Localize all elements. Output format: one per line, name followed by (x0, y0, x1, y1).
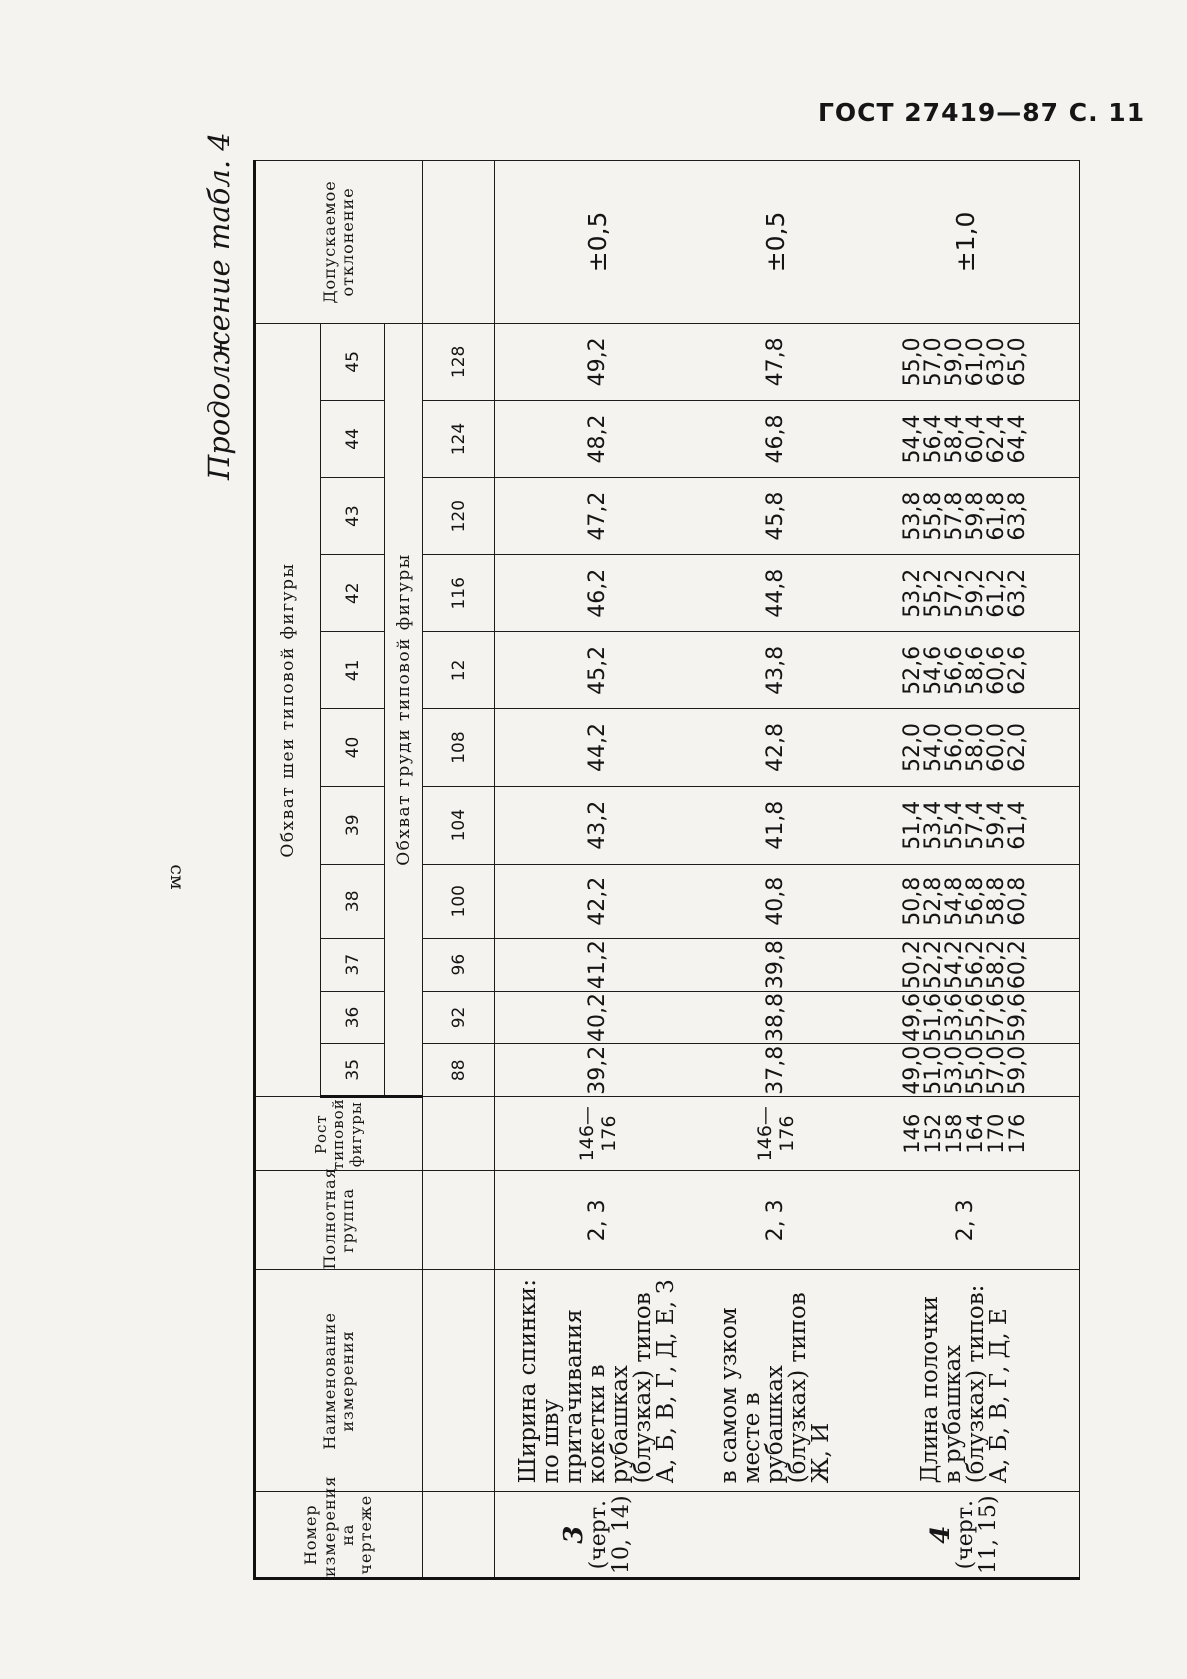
value-cell: 51,4 (900, 800, 925, 850)
value-stack (851, 991, 1080, 1044)
value-cell: 47,8 (701, 323, 851, 400)
value-cell: 61,8 (984, 491, 1009, 541)
value-cell: 45,2 (495, 632, 701, 709)
value-cell: 58,2 (984, 940, 1009, 990)
value-cell: 59,8 (963, 491, 988, 541)
value-cell: 51,6 (921, 992, 946, 1042)
value-cell: 53,8 (900, 491, 925, 541)
value-cell: 54,2 (942, 940, 967, 990)
value-cell: 59,0 (942, 337, 967, 387)
value-cell: 37,8 (701, 1044, 851, 1097)
fullness-group: 2, 3 (495, 1171, 701, 1270)
neck-size-cell: 44 (321, 400, 385, 477)
chest-size-cell: 108 (423, 709, 495, 786)
value-cell: 55,0 (963, 1045, 988, 1095)
measure-name: Длина полочки в рубашках (блузках) типов: А, Б, В, Г, Д, Е (851, 1270, 1080, 1492)
value-cell: 62,4 (984, 414, 1009, 464)
value-cell: 52,0 (900, 723, 925, 773)
value-cell: 39,8 (701, 938, 851, 991)
value-cell: 41,8 (701, 786, 851, 864)
measurements-table (253, 160, 1080, 1580)
value-cell: 56,8 (963, 876, 988, 926)
value-cell: 56,4 (921, 414, 946, 464)
value-cell: 61,2 (984, 568, 1009, 618)
table-rotator (130, 132, 1080, 1580)
value-cell: 53,0 (942, 1045, 967, 1095)
measure-number-cell (495, 1492, 701, 1579)
value-cell: 55,6 (963, 992, 988, 1042)
value-stack (851, 323, 1080, 400)
value-cell: 50,2 (900, 940, 925, 990)
header-measure-name: Наименование измерения (255, 1270, 423, 1492)
value-cell: 62,6 (1005, 645, 1030, 695)
value-cell: 60,4 (963, 414, 988, 464)
value-cell: 57,4 (963, 800, 988, 850)
header-fullness-group: Полнотная группа (255, 1171, 423, 1270)
value-cell: 43,8 (701, 632, 851, 709)
value-cell: 59,2 (963, 568, 988, 618)
measure-ref: (черт. 10, 14) (585, 1495, 634, 1574)
height-range: 146—176 (495, 1097, 701, 1171)
header-neck-girth: Обхват шеи типовой фигуры (255, 323, 321, 1096)
value-cell: 49,0 (900, 1045, 925, 1095)
value-stack (851, 478, 1080, 555)
value-cell: 43,2 (495, 786, 701, 864)
value-cell: 56,6 (942, 645, 967, 695)
chest-size-cell: 128 (423, 323, 495, 400)
value-cell: 53,6 (942, 992, 967, 1042)
measure-ref: (черт. 11, 15) (953, 1495, 1001, 1574)
value-stack (851, 1044, 1080, 1097)
value-cell: 41,2 (495, 938, 701, 991)
value-cell: 42,8 (701, 709, 851, 786)
value-cell: 49,2 (495, 323, 701, 400)
value-cell: 47,2 (495, 478, 701, 555)
value-cell: 42,2 (495, 864, 701, 938)
neck-size-cell: 42 (321, 555, 385, 632)
neck-size-cell: 37 (321, 938, 385, 991)
value-cell: 58,4 (942, 414, 967, 464)
chest-size-cell: 12 (423, 632, 495, 709)
value-cell: 58,8 (984, 876, 1009, 926)
value-cell: 55,4 (942, 800, 967, 850)
value-cell: 53,2 (900, 568, 925, 618)
value-cell: 44,2 (495, 709, 701, 786)
neck-size-cell: 38 (321, 864, 385, 938)
unit-label: см (166, 864, 188, 890)
value-cell: 57,0 (984, 1045, 1009, 1095)
tolerance-value: ±0,5 (701, 161, 851, 324)
value-cell: 54,8 (942, 876, 967, 926)
value-cell: 52,2 (921, 940, 946, 990)
value-cell: 55,0 (900, 337, 925, 387)
height-value: 164 (963, 1113, 987, 1154)
measure-name: Ширина спинки: по шву притачивания кокетки в рубашках (блузках) типов А, Б, В, Г, Д, Е, З (495, 1270, 701, 1492)
value-cell: 56,2 (963, 940, 988, 990)
measure-number: 3 (558, 1525, 589, 1544)
header-height: Рост типовой фигуры (255, 1097, 423, 1171)
measure-number-cell (851, 1492, 1080, 1579)
value-cell: 63,2 (1005, 568, 1030, 618)
chest-size-cell: 124 (423, 400, 495, 477)
table-row (851, 161, 1080, 1579)
value-stack (851, 632, 1080, 709)
value-cell: 46,8 (701, 400, 851, 477)
chest-size-cell: 96 (423, 938, 495, 991)
measure-number: 4 (926, 1525, 956, 1544)
table-row (495, 161, 701, 1579)
header-row-1 (255, 161, 321, 1579)
value-cell: 38,8 (701, 991, 851, 1044)
value-cell: 52,8 (921, 876, 946, 926)
value-cell: 62,0 (1005, 723, 1030, 773)
height-list (851, 1097, 1080, 1171)
fullness-group: 2, 3 (851, 1171, 1080, 1270)
chest-size-cell: 88 (423, 1044, 495, 1097)
value-cell: 44,8 (701, 555, 851, 632)
measure-number-cell (701, 1492, 851, 1579)
fullness-group: 2, 3 (701, 1171, 851, 1270)
value-cell: 54,4 (900, 414, 925, 464)
chest-size-cell: 100 (423, 864, 495, 938)
value-stack (851, 555, 1080, 632)
height-range: 146—176 (701, 1097, 851, 1171)
height-value: 170 (984, 1113, 1008, 1154)
table-title: Продолжение табл. 4 (202, 132, 236, 480)
value-cell: 53,4 (921, 800, 946, 850)
value-cell: 49,6 (900, 992, 925, 1042)
value-cell: 40,8 (701, 864, 851, 938)
value-cell: 59,6 (1005, 992, 1030, 1042)
value-cell: 60,0 (984, 723, 1009, 773)
value-cell: 57,8 (942, 491, 967, 541)
chest-size-cell: 92 (423, 991, 495, 1044)
page-header: ГОСТ 27419—87 С. 11 (818, 98, 1146, 127)
neck-size-cell: 41 (321, 632, 385, 709)
value-cell: 57,2 (942, 568, 967, 618)
value-cell: 58,6 (963, 645, 988, 695)
neck-size-cell: 39 (321, 786, 385, 864)
value-cell: 63,8 (1005, 491, 1030, 541)
chest-size-cell: 104 (423, 786, 495, 864)
value-cell: 61,0 (963, 337, 988, 387)
neck-size-cell: 43 (321, 478, 385, 555)
value-cell: 60,6 (984, 645, 1009, 695)
value-cell: 60,8 (1005, 876, 1030, 926)
value-cell: 48,2 (495, 400, 701, 477)
neck-size-cell: 36 (321, 991, 385, 1044)
value-cell: 54,0 (921, 723, 946, 773)
value-cell: 55,2 (921, 568, 946, 618)
height-value: 158 (942, 1113, 966, 1154)
value-stack (851, 786, 1080, 864)
value-cell: 63,0 (984, 337, 1009, 387)
value-cell: 57,6 (984, 992, 1009, 1042)
height-value: 176 (1005, 1113, 1029, 1154)
value-cell: 51,0 (921, 1045, 946, 1095)
value-cell: 65,0 (1005, 337, 1030, 387)
value-stack (851, 938, 1080, 991)
header-tolerance: Допускаемое отклонение (255, 161, 423, 324)
table-title-wrap (202, 132, 248, 1580)
neck-size-cell: 45 (321, 323, 385, 400)
value-cell: 56,0 (942, 723, 967, 773)
chest-size-cell: 116 (423, 555, 495, 632)
height-value: 146 (900, 1113, 924, 1154)
height-value: 152 (921, 1113, 945, 1154)
value-stack (851, 709, 1080, 786)
value-stack (851, 400, 1080, 477)
value-cell: 45,8 (701, 478, 851, 555)
tolerance-value: ±0,5 (495, 161, 701, 324)
rotated-table-area (130, 132, 1187, 1577)
value-cell: 52,6 (900, 645, 925, 695)
value-cell: 58,0 (963, 723, 988, 773)
value-cell: 40,2 (495, 991, 701, 1044)
value-stack (851, 864, 1080, 938)
neck-size-cell: 40 (321, 709, 385, 786)
header-measure-no: Номер измерения на чертеже (255, 1492, 423, 1579)
value-cell: 60,2 (1005, 940, 1030, 990)
value-cell: 54,6 (921, 645, 946, 695)
value-cell: 59,4 (984, 800, 1009, 850)
value-cell: 64,4 (1005, 414, 1030, 464)
neck-size-cell: 35 (321, 1044, 385, 1097)
value-cell: 61,4 (1005, 800, 1030, 850)
value-cell: 50,8 (900, 876, 925, 926)
header-row-chest-sizes (423, 161, 495, 1579)
value-cell: 59,0 (1005, 1045, 1030, 1095)
measure-name: в самом узком месте в рубашках (блузках) типов Ж, И (701, 1270, 851, 1492)
value-cell: 57,0 (921, 337, 946, 387)
header-chest-girth: Обхват груди типовой фигуры (385, 323, 423, 1096)
value-cell: 46,2 (495, 555, 701, 632)
tolerance-value: ±1,0 (851, 161, 1080, 324)
table-row (701, 161, 851, 1579)
value-cell: 55,8 (921, 491, 946, 541)
value-cell: 39,2 (495, 1044, 701, 1097)
chest-size-cell: 120 (423, 478, 495, 555)
